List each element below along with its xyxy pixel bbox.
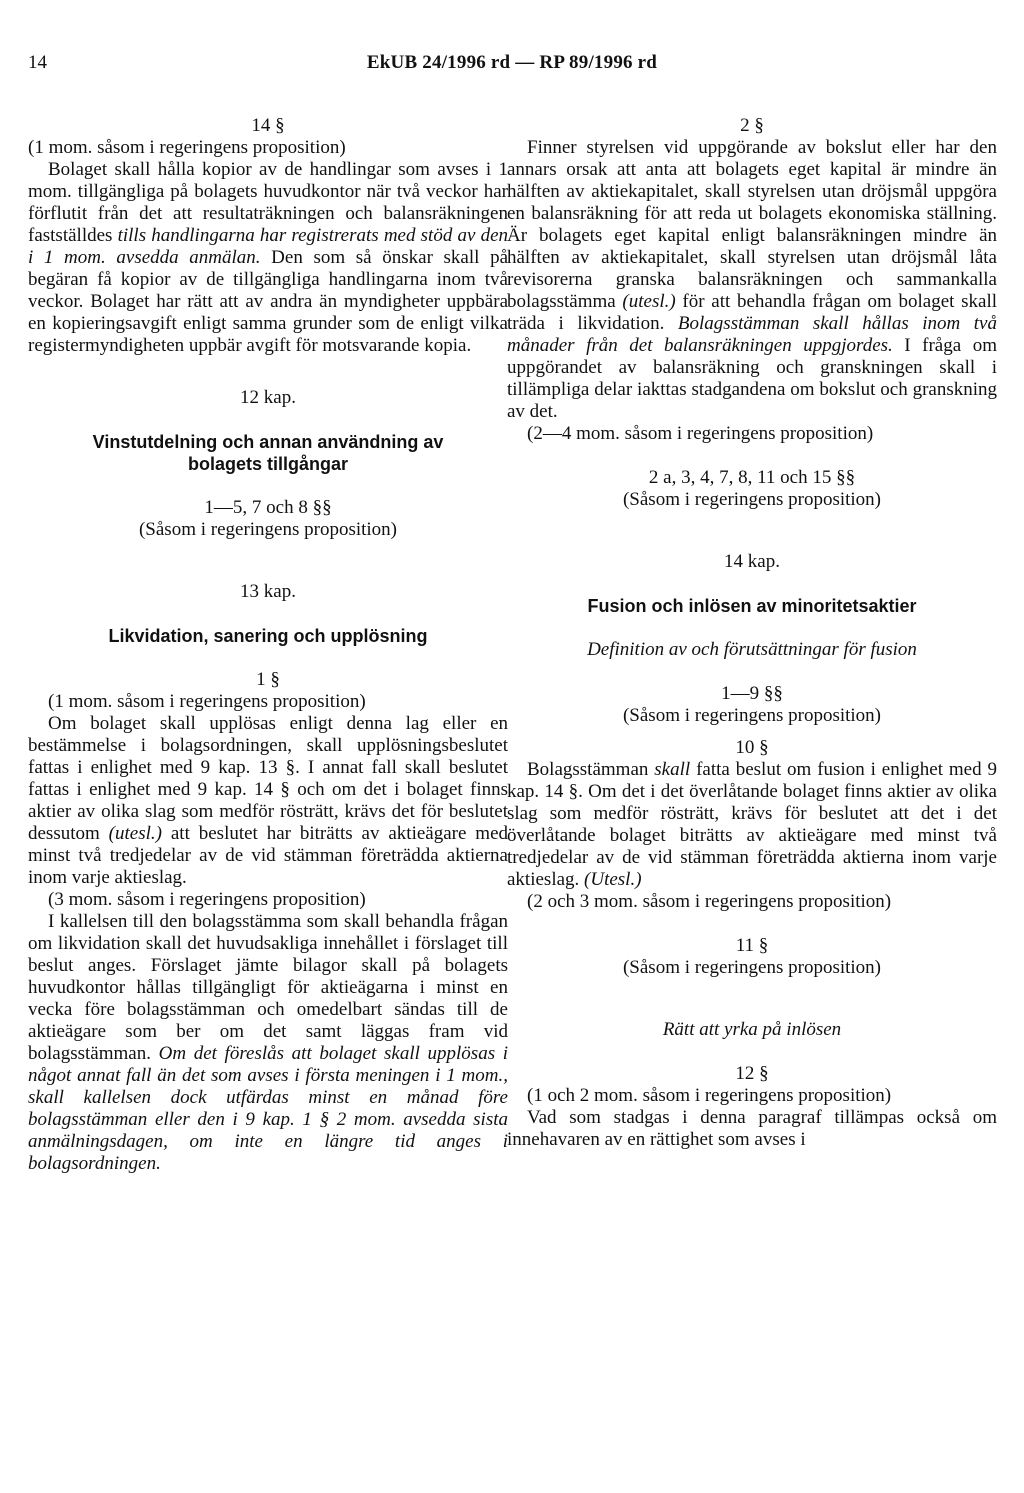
chapter-12-sections: 1—5, 7 och 8 §§ <box>204 497 332 518</box>
chapter-14-subtitle-2: Rätt att yrka på inlösen <box>662 1019 842 1040</box>
sections-1-9: 1—9 §§ <box>721 683 783 704</box>
running-title: EkUB 24/1996 rd — RP 89/1996 rd <box>366 52 658 73</box>
section-11-heading: 11 § <box>735 935 769 956</box>
chapter-14-title: Fusion och inlösen av minoritetsaktier <box>587 596 917 616</box>
section-10-paragraph: Bolagsstämman skall fatta beslut om fusion i enlighet med 9 kap. 14 §. Om det i det överlåtande bolaget finns aktier av olika slag som medför rösträtt, krävs för beslutet att det i det överlåtande bolaget biträtts av aktieägare med minst två tredjedelar av de vid stämman företrädda aktierna inom varje aktieslag. (Utesl.) <box>507 759 997 890</box>
section-10-mom-note: (2 och 3 mom. såsom i regeringens proposition) <box>527 891 892 912</box>
section-1-paragraph-2: I kallelsen till den bolagsstämma som skall behandla frågan om likvidation skall det huvudsakliga innehållet i förslaget till beslut anges. Förslaget jämte bilagor skall på bolagets huvudkontor hållas tillgängligt för aktieägarna i minst en vecka före bolagsstämman och omedelbart sändas till de aktieägare som ber om det samt läggas fram vid bolagsstämman. Om det föreslås att bolaget skall upplösas i något annat fall än det som avses i första meningen i 1 mom., skall kallelsen dock utfärdas minst en månad före bolagsstämman eller den i 9 kap. 1 § 2 mom. avsedda sista anmälningsdagen, om inte en längre tid anges i bolagsordningen. <box>28 911 509 1174</box>
sections-group-note: (Såsom i regeringens proposition) <box>622 489 882 510</box>
page-number: 14 <box>28 52 47 73</box>
chapter-14-subtitle: Definition av och förutsättningar för fusion <box>587 639 917 660</box>
chapter-13-label: 13 kap. <box>240 581 296 602</box>
sections-1-9-note: (Såsom i regeringens proposition) <box>622 705 882 726</box>
chapter-12-title: Vinstutdelning och annan användning av bolagets tillgångar <box>92 432 444 474</box>
chapter-14-label: 14 kap. <box>724 551 780 572</box>
section-12-heading: 12 § <box>735 1063 769 1084</box>
section-1-mom1-note: (1 mom. såsom i regeringens proposition) <box>48 691 366 712</box>
section-11-note: (Såsom i regeringens proposition) <box>622 957 882 978</box>
section-14-paragraph: Bolaget skall hålla kopior av de handlingar som avses i 1 mom. tillgängliga på bolagets huvudkontor när två veckor har förflutit från det att resultaträkningen och balansräkningen fastställdes tills handlingarna har registrerats med stöd av den i 1 mom. avsedda anmälan. Den som så önskar skall på begäran få kopior av de tillgängliga handlingarna inom två veckor. Bolaget har rätt att av andra än myndigheter uppbära en kopieringsavgift enligt samma grunder som de enligt vilka registermyndigheten uppbär avgift för motsvarande kopia. <box>28 159 508 356</box>
chapter-12-note: (Såsom i regeringens proposition) <box>138 519 398 540</box>
sections-group: 2 a, 3, 4, 7, 8, 11 och 15 §§ <box>648 467 856 488</box>
section-1-paragraph-1: Om bolaget skall upplösas enligt denna lag eller en bestämmelse i bolagsordningen, skall upplösningsbeslutet fattas i enlighet med 9 kap. 13 §. I annat fall skall beslutet fattas i enlighet med 9 kap. 14 § och om det i bolaget finns aktier av olika slag som medför rösträtt, krävs det för beslutet dessutom (utesl.) att beslutet har biträtts av aktieägare med minst två tredjedelar av de vid stämman företrädda aktierna inom varje aktieslag. <box>28 713 509 888</box>
page-header <box>28 52 996 82</box>
section-2-heading: 2 § <box>740 115 764 136</box>
section-2-mom-note: (2—4 mom. såsom i regeringens proposition) <box>527 423 874 444</box>
section-10-heading: 10 § <box>735 737 769 758</box>
section-12-paragraph: Vad som stadgas i denna paragraf tillämpas också om innehavaren av en rättighet som avses i <box>507 1107 997 1150</box>
chapter-13-title: Likvidation, sanering och upplösning <box>108 626 428 646</box>
left-column <box>28 115 508 1175</box>
chapter-12-label: 12 kap. <box>240 387 296 408</box>
section-14-heading: 14 § <box>251 115 285 136</box>
section-12-mom-note: (1 och 2 mom. såsom i regeringens proposition) <box>527 1085 892 1106</box>
section-14-mom-note: (1 mom. såsom i regeringens proposition) <box>28 137 346 158</box>
section-2-paragraph: Finner styrelsen vid uppgörande av bokslut eller har den annars orsak att anta att bolagets eget kapital är mindre än hälften av aktiekapitalet, skall styrelsen utan dröjsmål uppgöra en balansräkning för att reda ut bolagets ekonomiska ställning. Är bolagets eget kapital enligt balansräkningen mindre än hälften av aktiekapitalet, skall styrelsen utan dröjsmål låta revisorerna granska balansräkningen och sammankalla bolagsstämma (utesl.) för att behandla frågan om bolaget skall träda i likvidation. Bolagsstämman skall hållas inom två månader från det balansräkningen uppgjordes. I fråga om uppgörandet av balansräkning och granskningen skall i tillämpliga delar iakttas stadgandena om bokslut och granskning av det. <box>507 137 997 422</box>
right-column <box>507 115 997 1151</box>
section-1-mom3-note: (3 mom. såsom i regeringens proposition) <box>48 889 366 910</box>
section-1-heading: 1 § <box>256 669 280 690</box>
